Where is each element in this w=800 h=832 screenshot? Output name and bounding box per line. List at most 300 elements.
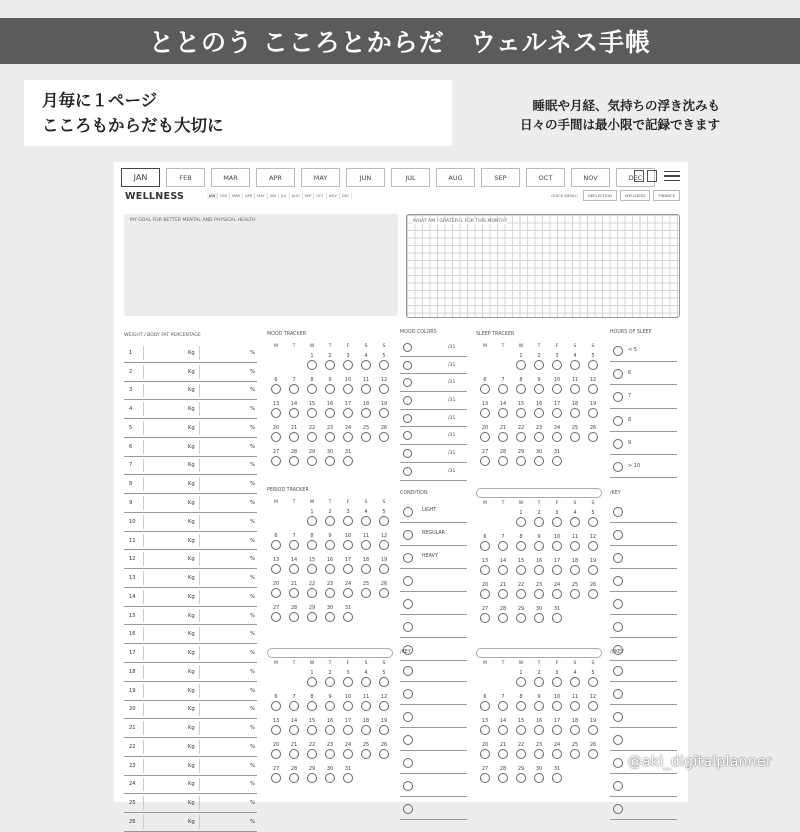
day-cell[interactable] [512,377,530,398]
checkbox-circle[interactable] [613,689,623,699]
day-circle[interactable] [552,360,562,370]
day-cell[interactable] [494,534,512,555]
weight-row[interactable] [124,682,257,701]
day-cell[interactable] [303,377,321,398]
day-cell[interactable] [476,425,494,446]
day-cell[interactable] [494,377,512,398]
day-cell[interactable] [548,425,566,446]
day-cell[interactable] [566,742,584,763]
day-cell[interactable] [285,581,303,602]
day-circle[interactable] [534,517,544,527]
day-cell[interactable] [303,742,321,763]
list-item[interactable] [400,523,467,546]
day-cell[interactable] [530,718,548,739]
day-cell[interactable] [530,377,548,398]
day-cell[interactable] [566,582,584,603]
day-cell[interactable] [321,670,339,691]
weight-row[interactable] [124,438,257,457]
day-cell[interactable] [530,742,548,763]
day-circle[interactable] [325,540,335,550]
day-circle[interactable] [534,432,544,442]
day-circle[interactable] [552,565,562,575]
day-circle[interactable] [325,360,335,370]
day-circle[interactable] [498,384,508,394]
list-item[interactable] [400,546,467,569]
day-cell[interactable] [566,534,584,555]
day-cell[interactable] [584,401,602,422]
day-cell[interactable] [566,401,584,422]
day-cell[interactable] [584,534,602,555]
day-cell[interactable] [375,670,393,691]
weight-row[interactable] [124,475,257,494]
day-circle[interactable] [480,384,490,394]
day-cell[interactable] [375,718,393,739]
day-circle[interactable] [325,516,335,526]
list-item[interactable] [400,659,467,682]
day-circle[interactable] [343,588,353,598]
day-circle[interactable] [516,384,526,394]
day-circle[interactable] [534,749,544,759]
day-cell[interactable] [339,670,357,691]
day-circle[interactable] [552,384,562,394]
day-cell[interactable] [548,449,566,470]
day-cell[interactable] [530,510,548,531]
weight-row[interactable] [124,550,257,569]
calendar-icon[interactable] [634,170,644,182]
quick-menu-wellness[interactable]: WELLNESS [620,190,650,201]
day-cell[interactable] [285,425,303,446]
day-cell[interactable] [494,718,512,739]
day-cell[interactable] [357,401,375,422]
day-circle[interactable] [325,773,335,783]
day-cell[interactable] [494,582,512,603]
day-cell[interactable] [303,509,321,530]
day-circle[interactable] [343,408,353,418]
day-cell[interactable] [476,718,494,739]
checkbox-circle[interactable] [613,439,623,449]
day-cell[interactable] [321,742,339,763]
checkbox-circle[interactable] [403,576,413,586]
day-cell[interactable] [548,606,566,627]
checkbox-circle[interactable] [613,369,623,379]
list-item[interactable] [400,751,467,774]
weight-row[interactable] [124,757,257,776]
checkbox-circle[interactable] [403,343,412,352]
day-circle[interactable] [379,677,389,687]
day-circle[interactable] [361,516,371,526]
checkbox-circle[interactable] [613,781,623,791]
mini-month-dec[interactable]: DEC [340,193,353,199]
day-cell[interactable] [512,425,530,446]
day-cell[interactable] [303,766,321,787]
day-cell[interactable] [321,425,339,446]
tracker-title-field[interactable] [267,648,393,658]
list-item[interactable] [610,728,677,751]
day-circle[interactable] [343,432,353,442]
day-cell[interactable] [321,509,339,530]
day-cell[interactable] [375,533,393,554]
day-cell[interactable] [357,425,375,446]
list-item[interactable] [400,569,467,592]
day-cell[interactable] [548,353,566,374]
day-cell[interactable] [321,533,339,554]
list-item[interactable] [610,615,677,638]
checkbox-circle[interactable] [613,599,623,609]
month-tab-jul[interactable]: JUL [391,168,430,187]
day-circle[interactable] [534,725,544,735]
day-circle[interactable] [271,540,281,550]
day-circle[interactable] [379,540,389,550]
mini-month-jun[interactable]: JUN [268,193,279,199]
day-circle[interactable] [289,701,299,711]
day-circle[interactable] [588,408,598,418]
day-circle[interactable] [516,541,526,551]
day-cell[interactable] [584,510,602,531]
day-circle[interactable] [325,408,335,418]
weight-row[interactable] [124,419,257,438]
day-circle[interactable] [379,432,389,442]
day-circle[interactable] [361,749,371,759]
list-item[interactable] [610,569,677,592]
list-item[interactable] [610,797,677,820]
month-tab-jun[interactable]: JUN [346,168,385,187]
weight-row[interactable] [124,738,257,757]
month-tab-mar[interactable]: MAR [211,168,250,187]
day-circle[interactable] [325,564,335,574]
day-cell[interactable] [548,377,566,398]
month-tab-sep[interactable]: SEP [481,168,520,187]
day-circle[interactable] [570,384,580,394]
list-item[interactable] [400,339,467,357]
day-circle[interactable] [516,725,526,735]
day-circle[interactable] [361,432,371,442]
day-cell[interactable] [375,425,393,446]
day-cell[interactable] [375,353,393,374]
day-circle[interactable] [516,773,526,783]
day-circle[interactable] [271,384,281,394]
day-cell[interactable] [548,670,566,691]
day-cell[interactable] [303,581,321,602]
day-circle[interactable] [289,612,299,622]
day-circle[interactable] [480,589,490,599]
day-cell[interactable] [303,718,321,739]
day-cell[interactable] [357,670,375,691]
day-cell[interactable] [321,766,339,787]
day-cell[interactable] [267,694,285,715]
weight-row[interactable] [124,644,257,663]
day-circle[interactable] [480,701,490,711]
day-circle[interactable] [552,773,562,783]
day-cell[interactable] [357,742,375,763]
day-circle[interactable] [588,725,598,735]
day-cell[interactable] [321,377,339,398]
day-circle[interactable] [552,589,562,599]
day-cell[interactable] [584,670,602,691]
day-circle[interactable] [570,432,580,442]
checkbox-circle[interactable] [403,622,413,632]
day-cell[interactable] [512,510,530,531]
day-circle[interactable] [379,564,389,574]
mini-month-nov[interactable]: NOV [327,193,340,199]
tracker-title-field[interactable] [476,488,602,498]
day-circle[interactable] [534,541,544,551]
list-item[interactable] [610,682,677,705]
list-item[interactable] [400,797,467,820]
checkbox-circle[interactable] [403,378,412,387]
menu-icon[interactable] [664,171,680,181]
day-circle[interactable] [325,432,335,442]
day-circle[interactable] [516,432,526,442]
list-item[interactable] [610,523,677,546]
day-circle[interactable] [534,701,544,711]
day-cell[interactable] [494,558,512,579]
day-cell[interactable] [285,718,303,739]
weight-row[interactable] [124,625,257,644]
day-cell[interactable] [584,558,602,579]
day-cell[interactable] [357,353,375,374]
day-cell[interactable] [357,509,375,530]
day-circle[interactable] [570,541,580,551]
day-circle[interactable] [588,432,598,442]
day-circle[interactable] [498,408,508,418]
day-cell[interactable] [548,582,566,603]
mini-month-mar[interactable]: MAR [230,193,243,199]
weight-row[interactable] [124,588,257,607]
day-cell[interactable] [339,509,357,530]
day-circle[interactable] [343,701,353,711]
checkbox-circle[interactable] [613,735,623,745]
day-cell[interactable] [530,401,548,422]
day-circle[interactable] [588,541,598,551]
day-cell[interactable] [357,533,375,554]
day-cell[interactable] [476,766,494,787]
day-cell[interactable] [512,742,530,763]
day-circle[interactable] [343,612,353,622]
list-item[interactable] [400,427,467,445]
day-circle[interactable] [343,360,353,370]
checkbox-circle[interactable] [403,467,412,476]
day-circle[interactable] [516,456,526,466]
day-cell[interactable] [476,606,494,627]
day-cell[interactable] [267,425,285,446]
day-circle[interactable] [307,384,317,394]
day-circle[interactable] [552,701,562,711]
day-circle[interactable] [271,749,281,759]
checkbox-circle[interactable] [613,712,623,722]
checkbox-circle[interactable] [613,392,623,402]
day-cell[interactable] [512,582,530,603]
day-cell[interactable] [476,377,494,398]
day-cell[interactable] [267,449,285,470]
day-circle[interactable] [498,773,508,783]
day-circle[interactable] [343,749,353,759]
day-circle[interactable] [480,773,490,783]
day-circle[interactable] [379,749,389,759]
day-cell[interactable] [267,718,285,739]
weight-row[interactable] [124,513,257,532]
day-circle[interactable] [325,588,335,598]
day-cell[interactable] [357,581,375,602]
day-cell[interactable] [494,742,512,763]
day-circle[interactable] [570,408,580,418]
day-cell[interactable] [375,509,393,530]
day-cell[interactable] [512,534,530,555]
checkbox-circle[interactable] [613,346,623,356]
day-circle[interactable] [271,612,281,622]
day-cell[interactable] [339,557,357,578]
day-cell[interactable] [339,533,357,554]
day-cell[interactable] [512,718,530,739]
checkbox-circle[interactable] [403,804,413,814]
list-item[interactable] [400,374,467,392]
day-cell[interactable] [476,401,494,422]
day-cell[interactable] [494,606,512,627]
tracker-title-field[interactable] [476,648,602,658]
grateful-box[interactable] [406,214,680,318]
list-item[interactable] [610,774,677,797]
checkbox-circle[interactable] [403,396,412,405]
day-cell[interactable] [321,718,339,739]
checkbox-circle[interactable] [403,530,413,540]
day-cell[interactable] [584,353,602,374]
day-cell[interactable] [375,694,393,715]
day-circle[interactable] [588,701,598,711]
day-cell[interactable] [530,449,548,470]
day-circle[interactable] [570,589,580,599]
day-cell[interactable] [303,605,321,626]
day-cell[interactable] [339,605,357,626]
list-item[interactable] [400,357,467,375]
list-item[interactable] [400,774,467,797]
day-circle[interactable] [307,360,317,370]
day-circle[interactable] [361,564,371,574]
day-circle[interactable] [534,677,544,687]
checkbox-circle[interactable] [613,804,623,814]
list-item[interactable] [610,500,677,523]
day-circle[interactable] [307,677,317,687]
day-cell[interactable] [476,558,494,579]
day-circle[interactable] [325,677,335,687]
day-circle[interactable] [480,749,490,759]
day-circle[interactable] [307,408,317,418]
day-circle[interactable] [534,456,544,466]
day-cell[interactable] [548,534,566,555]
day-cell[interactable] [375,401,393,422]
day-cell[interactable] [285,401,303,422]
day-cell[interactable] [339,742,357,763]
day-circle[interactable] [307,612,317,622]
day-circle[interactable] [552,517,562,527]
day-cell[interactable] [303,533,321,554]
day-cell[interactable] [530,670,548,691]
list-item[interactable] [400,500,467,523]
day-circle[interactable] [480,432,490,442]
day-circle[interactable] [325,749,335,759]
day-cell[interactable] [267,401,285,422]
weight-row[interactable] [124,776,257,795]
weight-row[interactable] [124,494,257,513]
day-circle[interactable] [361,360,371,370]
day-cell[interactable] [375,557,393,578]
weight-row[interactable] [124,569,257,588]
day-cell[interactable] [285,766,303,787]
day-circle[interactable] [588,589,598,599]
day-cell[interactable] [548,510,566,531]
day-circle[interactable] [289,725,299,735]
day-circle[interactable] [498,456,508,466]
day-cell[interactable] [339,425,357,446]
day-circle[interactable] [271,408,281,418]
day-circle[interactable] [271,432,281,442]
day-circle[interactable] [516,565,526,575]
day-cell[interactable] [512,449,530,470]
day-circle[interactable] [289,773,299,783]
day-cell[interactable] [530,766,548,787]
day-circle[interactable] [534,773,544,783]
day-cell[interactable] [476,694,494,715]
mini-month-may[interactable]: MAY [255,193,267,199]
weight-row[interactable] [124,457,257,476]
mini-month-feb[interactable]: FEB [218,193,230,199]
quick-menu-reflection[interactable]: REFLECTION [583,190,617,201]
day-circle[interactable] [307,540,317,550]
day-circle[interactable] [325,612,335,622]
day-circle[interactable] [379,701,389,711]
day-cell[interactable] [512,606,530,627]
checkbox-circle[interactable] [613,416,623,426]
day-cell[interactable] [530,694,548,715]
day-circle[interactable] [480,456,490,466]
day-circle[interactable] [480,541,490,551]
month-tab-apr[interactable]: APR [256,168,295,187]
day-circle[interactable] [307,701,317,711]
day-cell[interactable] [321,581,339,602]
day-cell[interactable] [357,694,375,715]
day-cell[interactable] [584,742,602,763]
day-cell[interactable] [548,718,566,739]
day-cell[interactable] [512,694,530,715]
day-circle[interactable] [534,360,544,370]
day-cell[interactable] [548,558,566,579]
day-circle[interactable] [307,432,317,442]
day-circle[interactable] [588,677,598,687]
month-tab-oct[interactable]: OCT [526,168,565,187]
day-cell[interactable] [285,694,303,715]
day-circle[interactable] [289,432,299,442]
day-cell[interactable] [303,694,321,715]
day-circle[interactable] [343,384,353,394]
mini-month-oct[interactable]: OCT [314,193,327,199]
day-circle[interactable] [552,749,562,759]
day-cell[interactable] [566,425,584,446]
day-cell[interactable] [285,449,303,470]
day-circle[interactable] [379,360,389,370]
day-circle[interactable] [325,456,335,466]
list-item[interactable] [400,392,467,410]
day-cell[interactable] [476,449,494,470]
day-cell[interactable] [339,377,357,398]
list-item[interactable] [610,592,677,615]
day-cell[interactable] [375,742,393,763]
day-cell[interactable] [566,353,584,374]
checkbox-circle[interactable] [403,414,412,423]
day-cell[interactable] [476,534,494,555]
day-circle[interactable] [516,613,526,623]
day-circle[interactable] [343,456,353,466]
day-cell[interactable] [494,425,512,446]
weight-row[interactable] [124,607,257,626]
day-cell[interactable] [494,694,512,715]
